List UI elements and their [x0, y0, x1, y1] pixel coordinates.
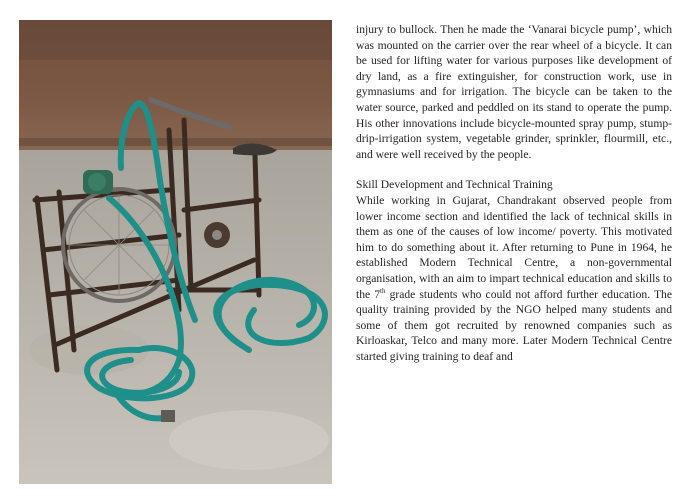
article-text-column — [356, 22, 672, 364]
paragraph-skill-development-part2: grade students who could not afford further education. The quality training provided by the NGO helped many students and some of them got recruited by renowned companies such as Kirloaskar, Telco and many more. Later Modern Technical Centre started giving training to deaf and — [356, 287, 672, 363]
paragraph-skill-development — [356, 193, 672, 365]
ordinal-superscript: th — [380, 286, 386, 295]
paragraph-bicycle-pump: injury to bullock. Then he made the ‘Vanarai bicycle pump’, which was mounted on the carrier over the rear wheel of a bicycle. It can be used for lifting water for various purposes like development of dry land, as a fire extinguisher, for construction work, use in gymnasiums and for irrigation. The bicycle can be taken to the water source, parked and peddled on its stand to operate the pump. His other innovations include bicycle-mounted spray pump, stump-drip-irrigation system, vegetable grinder, sprinkler, flourmill, etc., and were well received by the people. — [356, 23, 672, 161]
bicycle-pump-photo — [19, 20, 332, 484]
paragraph-skill-development-part1: While working in Gujarat, Chandrakant observed people from lower income section and identified the lack of technical skills in them as one of the causes of low income/ poverty. This motivated him to do something about it. After returning to Pune in 1964, he established Modern Technical Centre, a non-governmental organisation, with an aim to impart technical education and skills to the 7 — [356, 193, 672, 301]
section-heading: Skill Development and Technical Training — [356, 178, 553, 192]
